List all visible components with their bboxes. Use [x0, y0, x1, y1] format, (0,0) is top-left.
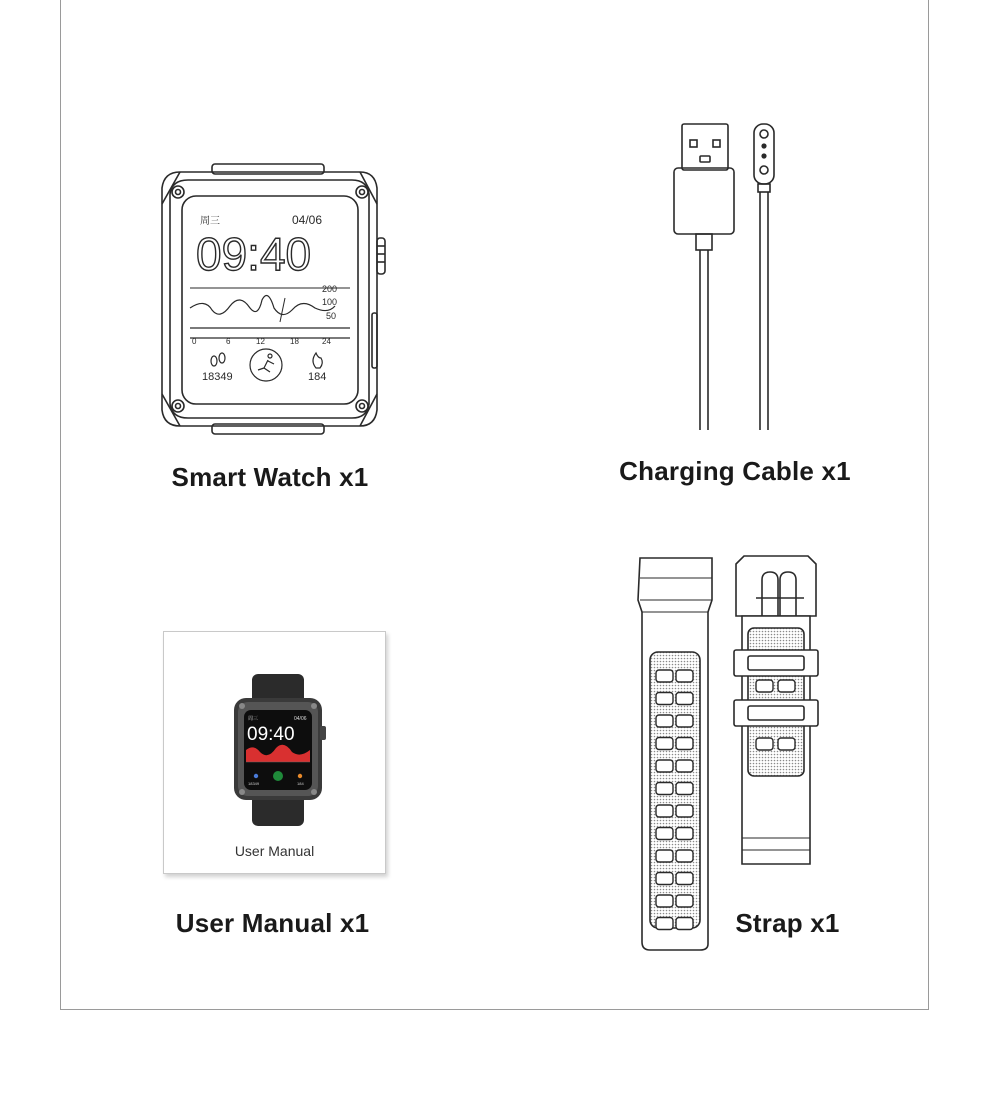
- strap-caption: Strap x1: [735, 908, 840, 938]
- user-manual-cover-text: User Manual: [234, 843, 315, 859]
- watch-weekday: 周三: [200, 216, 220, 227]
- watch-time: 09:40: [196, 228, 312, 280]
- smart-watch-caption: Smart Watch x1: [171, 462, 369, 492]
- strap-hole: [656, 828, 673, 840]
- strap-hole: [656, 670, 673, 682]
- flame-icon: [313, 353, 322, 368]
- strap-hole: [676, 918, 693, 930]
- strap-hole: [676, 693, 693, 705]
- manual-watch-photo: [228, 670, 328, 830]
- strap-hole: [778, 738, 795, 750]
- strap-hole: [676, 760, 693, 772]
- strap-hole: [656, 805, 673, 817]
- watch-hour-0: 0: [192, 337, 197, 346]
- strap-hole: [656, 783, 673, 795]
- manual-watch-date: 04/06: [294, 716, 307, 722]
- watch-scale-200: 200: [322, 284, 338, 294]
- watch-hour-6: 6: [226, 337, 231, 346]
- strap-hole: [656, 760, 673, 772]
- watch-scale-50: 50: [326, 311, 337, 321]
- strap-hole: [656, 918, 673, 930]
- charging-cable-illustration: [660, 118, 790, 436]
- strap-hole: [656, 895, 673, 907]
- manual-watch-time: 09:40: [247, 724, 295, 745]
- user-manual-card: [163, 631, 386, 874]
- watch-date: 04/06: [292, 213, 323, 227]
- manual-watch-steps: 18349: [248, 781, 260, 786]
- strap-hole: [676, 828, 693, 840]
- watch-hour-24: 24: [322, 337, 331, 346]
- strap-hole: [676, 738, 693, 750]
- strap-hole: [656, 873, 673, 885]
- strap-hole: [676, 895, 693, 907]
- charging-cable-caption: Charging Cable x1: [619, 456, 851, 486]
- smart-watch-illustration: [150, 158, 390, 443]
- watch-steps: 18349: [202, 371, 233, 383]
- strap-hole: [676, 715, 693, 727]
- runner-icon: [250, 349, 282, 381]
- strap-hole: [676, 670, 693, 682]
- watch-calories: 184: [308, 371, 327, 383]
- footprint-icon: [211, 353, 225, 366]
- strap-hole: [756, 738, 773, 750]
- magnetic-charger-icon: [754, 124, 774, 192]
- watch-hour-12: 12: [256, 337, 265, 346]
- watch-hour-18: 18: [290, 337, 299, 346]
- strap-hole: [656, 715, 673, 727]
- strap-hole: [656, 738, 673, 750]
- strap-illustration: [632, 552, 822, 952]
- watch-scale-100: 100: [322, 297, 338, 307]
- manual-watch-calories: 184: [297, 781, 304, 786]
- strap-hole: [676, 805, 693, 817]
- strap-hole: [756, 680, 773, 692]
- strap-hole: [656, 850, 673, 862]
- strap-hole: [676, 783, 693, 795]
- strap-hole: [676, 850, 693, 862]
- strap-hole: [778, 680, 795, 692]
- strap-hole: [656, 693, 673, 705]
- usb-plug-icon: [674, 124, 734, 250]
- manual-watch-weekday: 周三: [248, 716, 259, 722]
- strap-hole: [676, 873, 693, 885]
- user-manual-caption: User Manual x1: [175, 908, 370, 938]
